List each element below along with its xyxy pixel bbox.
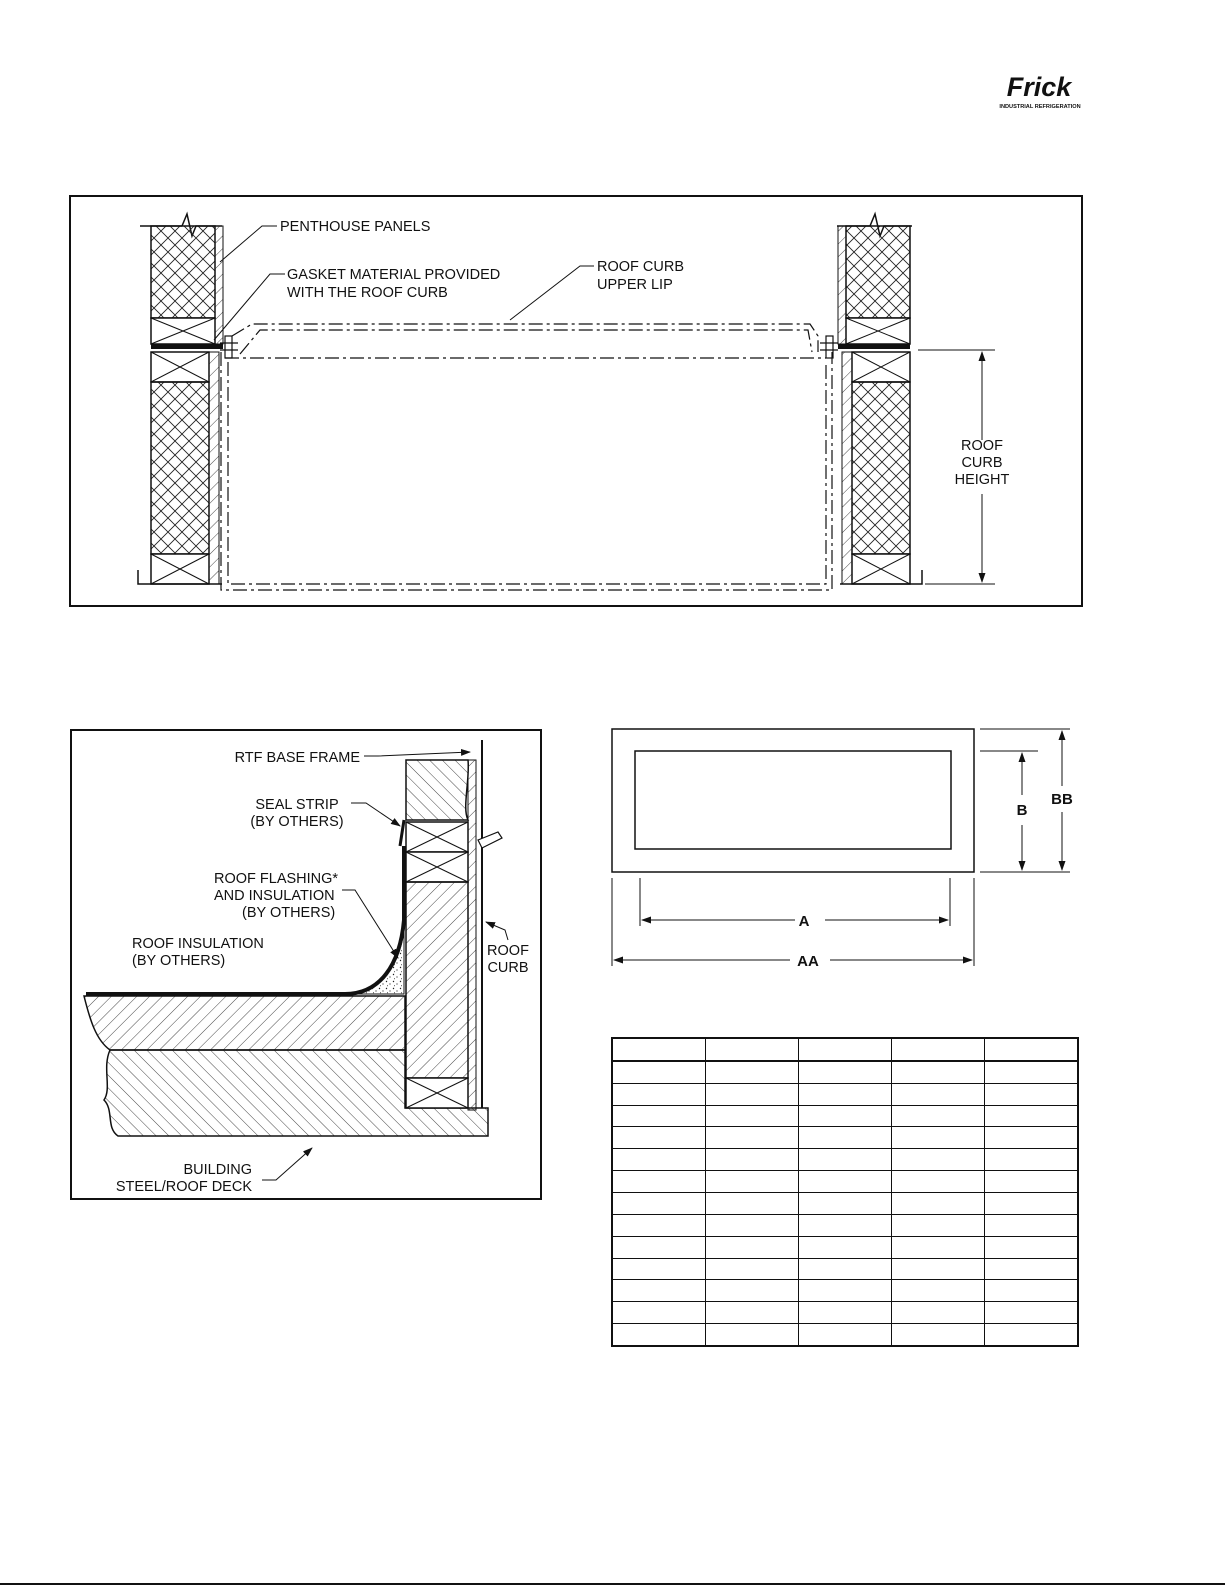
table-cell [705, 1192, 798, 1214]
table-cell [985, 1038, 1078, 1061]
roof-insulation-label-line1: ROOF INSULATION [132, 936, 264, 952]
table-cell [892, 1192, 985, 1214]
roof-curb-label-line2: CURB [487, 960, 529, 976]
table-cell [705, 1324, 798, 1346]
table-cell [705, 1302, 798, 1324]
table-cell [985, 1280, 1078, 1302]
table-cell [892, 1105, 985, 1127]
gasket-label-line1: GASKET MATERIAL PROVIDED [287, 267, 501, 283]
table-cell [612, 1236, 705, 1258]
table-cell [798, 1105, 891, 1127]
table-cell [705, 1038, 798, 1061]
table-cell [892, 1258, 985, 1280]
flashing-label-line1: ROOF FLASHING* [214, 871, 339, 887]
curb-height-label-line2: CURB [961, 455, 1003, 471]
table-row [612, 1302, 1078, 1324]
dimension-b-label: B [1016, 802, 1028, 819]
table-cell [985, 1236, 1078, 1258]
table-cell [985, 1171, 1078, 1193]
table-cell [892, 1302, 985, 1324]
table-cell [612, 1105, 705, 1127]
table-cell [612, 1324, 705, 1346]
table-cell [705, 1171, 798, 1193]
table-cell [892, 1061, 985, 1083]
table-row [612, 1280, 1078, 1302]
upper-lip-label-line2: UPPER LIP [597, 277, 673, 293]
table-cell [705, 1236, 798, 1258]
inner-curb-outline [635, 751, 951, 849]
table-cell [892, 1214, 985, 1236]
table-row [612, 1149, 1078, 1171]
table-cell [892, 1038, 985, 1061]
table-cell [892, 1171, 985, 1193]
dimension-aa-label: AA [797, 953, 819, 970]
table-cell [798, 1127, 891, 1149]
dimension-bb-label: BB [1051, 791, 1073, 808]
table-cell [705, 1214, 798, 1236]
table-cell [798, 1192, 891, 1214]
seal-strip-label-line1: SEAL STRIP [255, 797, 339, 813]
table-row [612, 1127, 1078, 1149]
table-cell [985, 1061, 1078, 1083]
table-row [612, 1083, 1078, 1105]
table-cell [612, 1280, 705, 1302]
table-cell [612, 1083, 705, 1105]
table-row [612, 1324, 1078, 1346]
table-cell [892, 1324, 985, 1346]
table-cell [798, 1236, 891, 1258]
table-row [612, 1214, 1078, 1236]
table-cell [612, 1127, 705, 1149]
table-row [612, 1105, 1078, 1127]
dimension-a-label: A [798, 913, 810, 930]
table-cell [985, 1083, 1078, 1105]
table-cell [985, 1258, 1078, 1280]
dimension-table [611, 1037, 1079, 1347]
table-row [612, 1258, 1078, 1280]
table-cell [798, 1280, 891, 1302]
curb-height-label-line3: HEIGHT [954, 472, 1010, 488]
table-cell [705, 1061, 798, 1083]
table-cell [892, 1149, 985, 1171]
building-label-line2: STEEL/ROOF DECK [115, 1179, 252, 1195]
table-row [612, 1061, 1078, 1083]
plan-dimension-lines [612, 729, 1070, 966]
table-cell [985, 1302, 1078, 1324]
table-cell [612, 1171, 705, 1193]
table-cell [798, 1258, 891, 1280]
table-cell [985, 1127, 1078, 1149]
table-cell [892, 1280, 985, 1302]
table-row [612, 1038, 1078, 1061]
table-cell [612, 1258, 705, 1280]
table-cell [612, 1061, 705, 1083]
table-cell [705, 1105, 798, 1127]
table-cell [798, 1038, 891, 1061]
table-cell [985, 1192, 1078, 1214]
building-label-line1: BUILDING [183, 1162, 252, 1178]
table-row [612, 1171, 1078, 1193]
table-cell [798, 1061, 891, 1083]
table-cell [798, 1149, 891, 1171]
upper-lip-label-line1: ROOF CURB [597, 259, 684, 275]
table-cell [798, 1324, 891, 1346]
table-cell [612, 1214, 705, 1236]
table-cell [798, 1302, 891, 1324]
table-cell [892, 1127, 985, 1149]
rtf-base-frame-label: RTF BASE FRAME [234, 750, 360, 766]
table-cell [985, 1214, 1078, 1236]
table-cell [985, 1105, 1078, 1127]
roof-insulation-layer [84, 996, 405, 1050]
flashing-label-line3: (BY OTHERS) [242, 905, 336, 921]
roof-curb-label-line1: ROOF [487, 943, 529, 959]
table-cell [798, 1214, 891, 1236]
table-cell [798, 1171, 891, 1193]
table-cell [705, 1258, 798, 1280]
table-cell [612, 1149, 705, 1171]
table-row [612, 1192, 1078, 1214]
table-cell [798, 1083, 891, 1105]
table-cell [612, 1038, 705, 1061]
curb-height-label-line1: ROOF [961, 438, 1003, 454]
roof-insulation-label-line2: (BY OTHERS) [132, 953, 226, 969]
table-cell [612, 1302, 705, 1324]
penthouse-panels-label: PENTHOUSE PANELS [280, 219, 431, 235]
table-cell [892, 1083, 985, 1105]
table-cell [892, 1236, 985, 1258]
table-cell [612, 1192, 705, 1214]
logo-brand: Frick [1006, 72, 1072, 102]
gasket-label-line2: WITH THE ROOF CURB [287, 285, 448, 301]
table-row [612, 1236, 1078, 1258]
table-cell [705, 1280, 798, 1302]
table-cell [705, 1127, 798, 1149]
table-cell [985, 1324, 1078, 1346]
table-cell [985, 1149, 1078, 1171]
seal-strip-label-line2: (BY OTHERS) [250, 814, 344, 830]
logo-tagline: INDUSTRIAL REFRIGERATION [999, 104, 1081, 110]
table-cell [705, 1083, 798, 1105]
table-cell [705, 1149, 798, 1171]
flashing-label-line2: AND INSULATION [214, 888, 335, 904]
